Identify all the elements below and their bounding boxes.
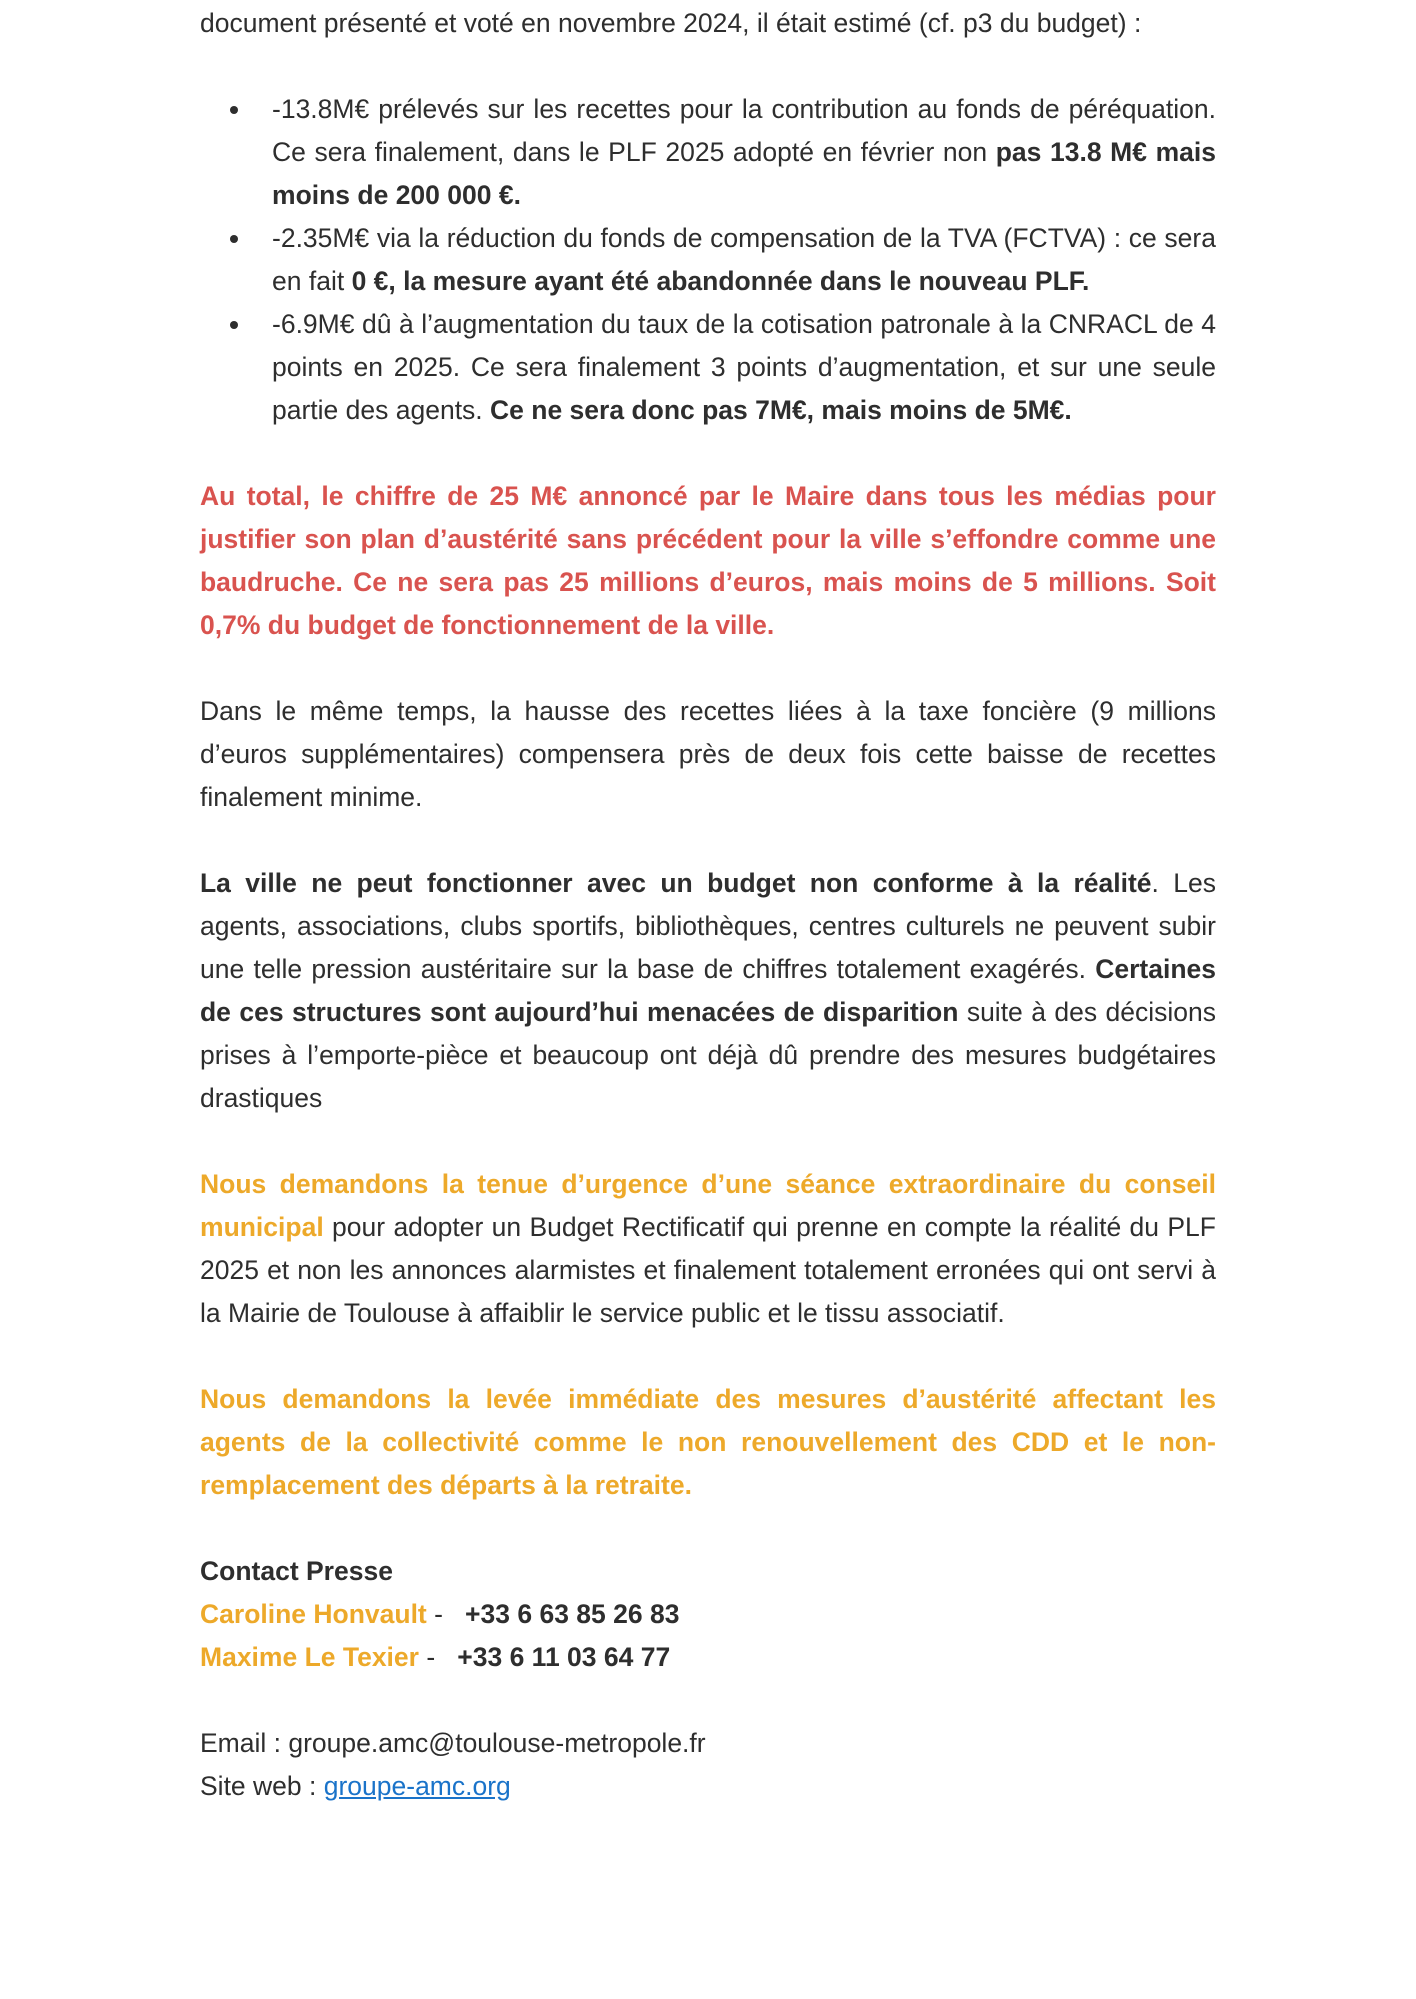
demand-session-highlight: Nous demandons la tenue d’urgence d’une séance extraordinaire du conseil municipal [200,1169,1216,1242]
website-line [200,1765,1216,1808]
structures-text: suite à des décisions prises à l’emporte-pièce et beaucoup ont déjà dû prendre des mesures budgétaires drastiques [200,997,1216,1113]
demand-session-text: pour adopter un Budget Rectificatif qui prenne en compte la réalité du PLF 2025 et non les annonces alarmistes et finalement totalement erronées qui ont servi à la Mairie de Toulouse à affaiblir le service public et le tissu associatif. [200,1212,1216,1328]
bullet-text: -2.35M€ via la réduction du fonds de compensation de la TVA (FCTVA) : ce sera en fait [272,223,1216,296]
bullet-bold-text: 0 €, la mesure ayant été abandonnée dans le nouveau PLF. [351,266,1090,296]
bullet-bold-text: Ce ne sera donc pas 7M€, mais moins de 5M€. [490,395,1072,425]
list-item [272,303,1216,432]
website-link[interactable]: groupe-amc.org [323,1771,511,1801]
bullet-text: -6.9M€ dû à l’augmentation du taux de la cotisation patronale à la CNRACL de 4 points en 2025. Ce sera finalement 3 points d’augmentation, et sur une seule partie des agents. [272,309,1216,425]
city-text: . Les agents, associations, clubs sportifs, bibliothèques, centres culturels ne peuvent subir une telle pression austéritaire sur la base de chiffres totalement exagérés. [200,868,1217,984]
budget-measures-list [200,88,1216,432]
demand-austerity-paragraph: Nous demandons la levée immédiate des mesures d’austérité affectant les agents de la collectivité comme le non renouvellement des CDD et le non-remplacement des départs à la retraite. [200,1384,1216,1500]
demand-session-paragraph [200,1163,1216,1335]
contact-phone: +33 6 11 03 64 77 [457,1642,671,1672]
tax-paragraph: Dans le même temps, la hausse des recettes liées à la taxe foncière (9 millions d’euros supplémentaires) compensera près de deux fois cette baisse de recettes finalement minime. [200,696,1216,812]
city-paragraph [200,862,1216,1120]
document-page [200,0,1216,1808]
bullet-icon [230,235,238,243]
bullet-text: -13.8M€ prélevés sur les recettes pour la contribution au fonds de péréquation. Ce sera finalement, dans le PLF 2025 adopté en février non [272,94,1216,167]
web-contact-block [200,1722,1216,1808]
contact-name: Maxime Le Texier [200,1642,419,1672]
press-contact-block [200,1550,1216,1679]
contact-phone: +33 6 63 85 26 83 [465,1599,680,1629]
list-item [272,88,1216,217]
email-line [200,1722,1216,1765]
contact-name: Caroline Honvault [200,1599,427,1629]
structures-bold-statement: Certaines de ces structures sont aujourd’hui menacées de disparition [200,954,1216,1027]
contact-line [200,1636,1216,1679]
email-label: Email : [200,1728,289,1758]
list-item [272,217,1216,303]
intro-paragraph: document présenté et voté en novembre 2024, il était estimé (cf. p3 du budget) : [200,8,1142,38]
contact-line [200,1593,1216,1636]
website-label: Site web : [200,1771,324,1801]
contact-title: Contact Presse [200,1556,393,1586]
city-bold-statement: La ville ne peut fonctionner avec un budget non conforme à la réalité [200,868,1152,898]
bullet-bold-text: pas 13.8 M€ mais moins de 200 000 €. [272,137,1216,210]
contact-separator: - [418,1642,458,1672]
contact-separator: - [426,1599,466,1629]
email-address: groupe.amc@toulouse-metropole.fr [288,1728,706,1758]
total-paragraph: Au total, le chiffre de 25 M€ annoncé par le Maire dans tous les médias pour justifier son plan d’austérité sans précédent pour la ville s’effondre comme une baudruche. Ce ne sera pas 25 millions d’euros, mais moins de 5 millions. Soit 0,7% du budget de fonctionnement de la ville. [200,481,1216,640]
bullet-icon [230,321,238,329]
bullet-icon [230,106,238,114]
